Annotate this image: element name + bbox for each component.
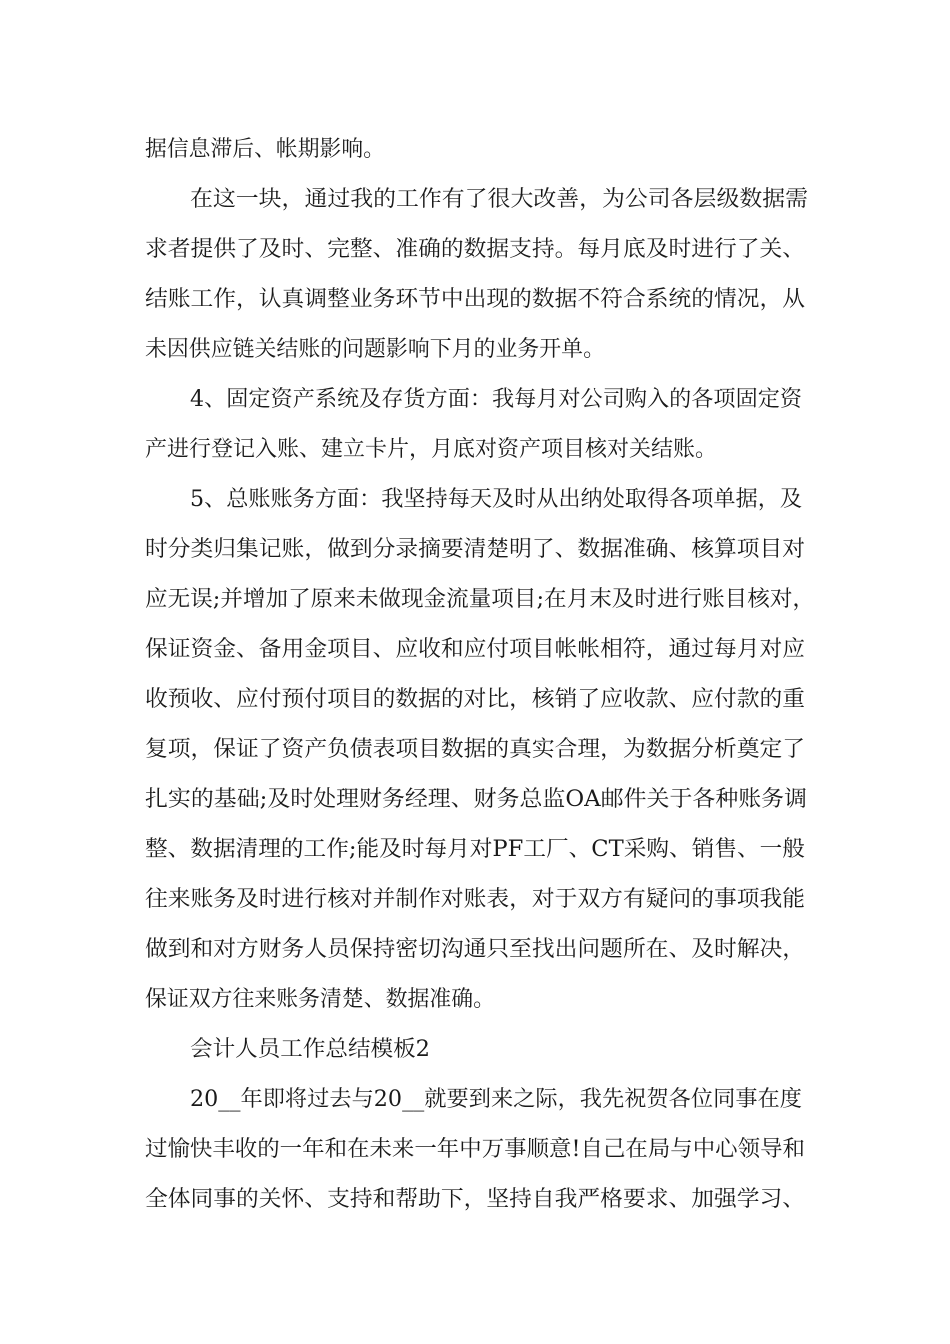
text-line [0, 987, 950, 1037]
text-line [0, 287, 950, 337]
line-text: 保证双方往来账务清楚、数据准确。 [145, 987, 496, 1012]
line-text: 未因供应链关结账的问题影响下月的业务开单。 [145, 337, 605, 362]
line-text: 整、数据清理的工作;能及时每月对PF工厂、CT采购、销售、一般 [145, 837, 805, 862]
text-line [0, 1187, 950, 1237]
text-line [0, 137, 950, 187]
text-line [0, 887, 950, 937]
line-text: 做到和对方财务人员保持密切沟通只至找出问题所在、及时解决， [145, 937, 806, 962]
line-text: 据信息滞后、帐期影响。 [145, 137, 386, 162]
line-text: 过愉快丰收的一年和在未来一年中万事顺意!自己在局与中心领导和 [145, 1137, 805, 1162]
text-line [0, 787, 950, 837]
text-line [0, 1037, 950, 1087]
text-line [0, 487, 950, 537]
text-line [0, 637, 950, 687]
line-text: 产进行登记入账、建立卡片，月底对资产项目核对关结账。 [145, 437, 718, 462]
text-line [0, 437, 950, 487]
line-text: 应无误;并增加了原来未做现金流量项目;在月末及时进行账目核对， [145, 587, 815, 612]
text-line [0, 687, 950, 737]
text-line [0, 387, 950, 437]
text-line [0, 337, 950, 387]
line-text: 5、总账账务方面：我坚持每天及时从出纳处取得各项单据，及 [190, 487, 803, 512]
text-line [0, 187, 950, 237]
line-text: 4、固定资产系统及存货方面：我每月对公司购入的各项固定资 [190, 387, 803, 412]
line-text: 保证资金、备用金项目、应收和应付项目帐帐相符，通过每月对应 [145, 637, 806, 662]
line-text: 结账工作，认真调整业务环节中出现的数据不符合系统的情况，从 [145, 287, 806, 312]
line-text: 往来账务及时进行核对并制作对账表，对于双方有疑问的事项我能 [145, 887, 806, 912]
line-text: 在这一块，通过我的工作有了很大改善，为公司各层级数据需 [190, 187, 809, 212]
text-line [0, 537, 950, 587]
text-line [0, 1087, 950, 1137]
section-heading: 会计人员工作总结模板2 [190, 1037, 430, 1062]
line-text: 复项，保证了资产负债表项目数据的真实合理，为数据分析奠定了 [145, 737, 806, 762]
line-text: 收预收、应付预付项目的数据的对比，核销了应收款、应付款的重 [145, 687, 806, 712]
text-line [0, 237, 950, 287]
line-text: 时分类归集记账，做到分录摘要清楚明了、数据准确、核算项目对 [145, 537, 806, 562]
text-line [0, 937, 950, 987]
text-line [0, 837, 950, 887]
text-line [0, 1137, 950, 1187]
line-text: 求者提供了及时、完整、准确的数据支持。每月底及时进行了关、 [145, 237, 806, 262]
line-text: 扎实的基础;及时处理财务经理、财务总监OA邮件关于各种账务调 [145, 787, 808, 812]
text-line [0, 737, 950, 787]
text-line [0, 587, 950, 637]
line-text: 20__年即将过去与20__就要到来之际，我先祝贺各位同事在度 [190, 1087, 802, 1112]
line-text: 全体同事的关怀、支持和帮助下，坚持自我严格要求、加强学习、 [145, 1187, 806, 1212]
